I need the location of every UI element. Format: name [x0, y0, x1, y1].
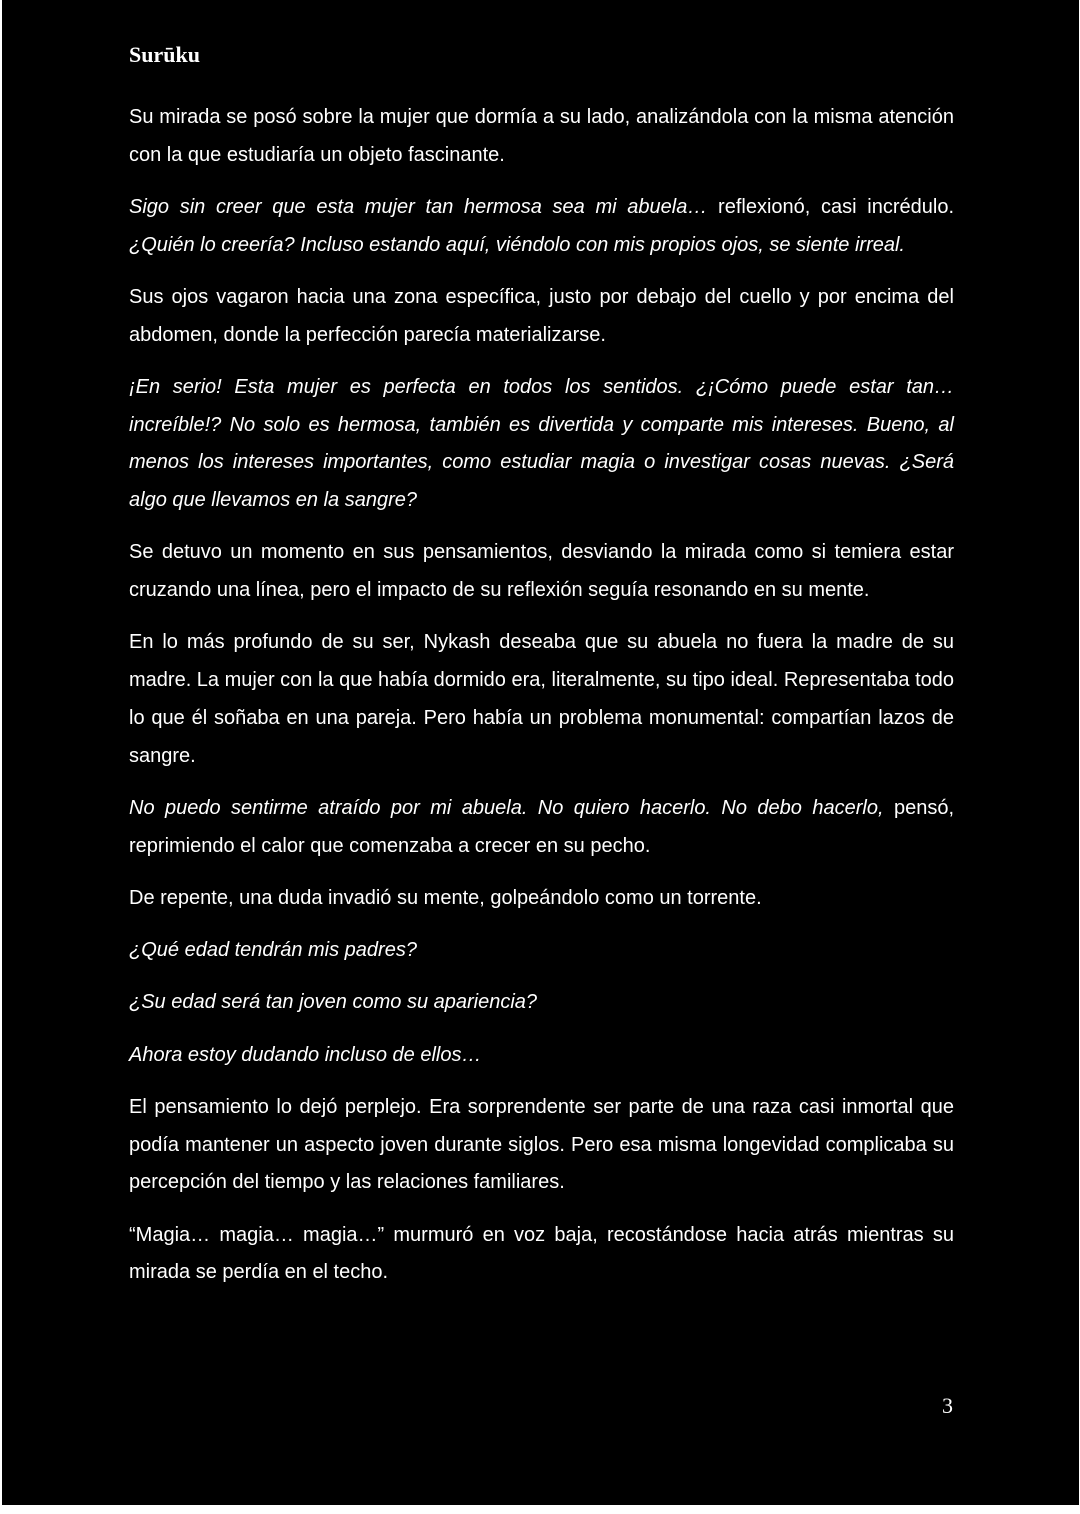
paragraph-text: “Magia… magia… magia…” murmuró en voz baja, recostándose hacia atrás mientras su mirada se perdía en el techo. — [129, 1223, 954, 1284]
paragraph-text: reflexionó, casi incrédulo. — [707, 196, 954, 218]
paragraph-text: El pensamiento lo dejó perplejo. Era sorprendente ser parte de una raza casi inmortal que podía mantener un aspecto joven durante siglos. Pero esa misma longevidad complicaba su percepción del tiempo y las relaciones familiares. — [129, 1096, 954, 1194]
paragraph-italic-text: ¿Qué edad tendrán mis padres? — [129, 939, 417, 962]
paragraph-italic-text: Sigo sin creer que esta mujer tan hermosa sea mi abuela… — [129, 196, 708, 218]
paragraph-italic-text: ¿Quién lo creería? Incluso estando aquí, viéndolo con mis propios ojos, se siente irreal. — [129, 233, 905, 256]
page-number: 3 — [942, 1393, 953, 1418]
paragraph-text: pensó, reprimiendo el calor que comenzaba a crecer en su pecho. — [129, 796, 954, 857]
paragraph-13 — [129, 1217, 954, 1292]
paragraph-italic-text: No puedo sentirme atraído por mi abuela. No quiero hacerlo. No debo hacerlo, — [129, 796, 884, 819]
paragraph-italic-text: ¿Su edad será tan joven como su apariencia? — [129, 991, 538, 1014]
paragraph-12 — [129, 1089, 954, 1202]
paragraph-1 — [129, 99, 954, 174]
paragraph-9 — [129, 932, 954, 970]
paragraph-text: Se detuvo un momento en sus pensamientos, desviando la mirada como si temiera estar cruzando una línea, pero el impacto de su reflexión seguía resonando en su mente. — [129, 541, 954, 602]
paragraph-2 — [129, 189, 954, 264]
paragraph-8 — [129, 880, 954, 918]
paragraph-11 — [129, 1037, 954, 1075]
page-header-title: Surūku — [129, 42, 200, 67]
paragraph-4 — [129, 369, 954, 520]
paragraph-3 — [129, 279, 954, 354]
paragraph-6 — [129, 624, 954, 775]
paragraph-italic-text: ¡En serio! Esta mujer es perfecta en todos los sentidos. ¿¡Cómo puede estar tan… increíble!? No solo es hermosa, también es divertida y comparte mis intereses. Bueno, al menos los intereses importantes, como estudiar magia o investigar cosas nuevas. ¿Será algo que llevamos en la sangre? — [129, 376, 954, 512]
document-page — [2, 0, 1079, 1505]
paragraph-10 — [129, 984, 954, 1022]
body-text — [129, 99, 954, 1292]
paragraph-5 — [129, 534, 954, 609]
paragraph-7 — [129, 790, 954, 865]
paragraph-text: De repente, una duda invadió su mente, golpeándolo como un torrente. — [129, 886, 762, 909]
paragraph-text: En lo más profundo de su ser, Nykash deseaba que su abuela no fuera la madre de su madre. La mujer con la que había dormido era, literalmente, su tipo ideal. Representaba todo lo que él soñaba en una pareja. Pero había un problema monumental: compartían lazos de sangre. — [129, 631, 954, 767]
paragraph-text: Sus ojos vagaron hacia una zona específica, justo por debajo del cuello y por encima del abdomen, donde la perfección parecía materializarse. — [129, 286, 954, 346]
paragraph-text: Su mirada se posó sobre la mujer que dormía a su lado, analizándola con la misma atención con la que estudiaría un objeto fascinante. — [129, 106, 954, 166]
paragraph-italic-text: Ahora estoy dudando incluso de ellos… — [129, 1043, 482, 1066]
